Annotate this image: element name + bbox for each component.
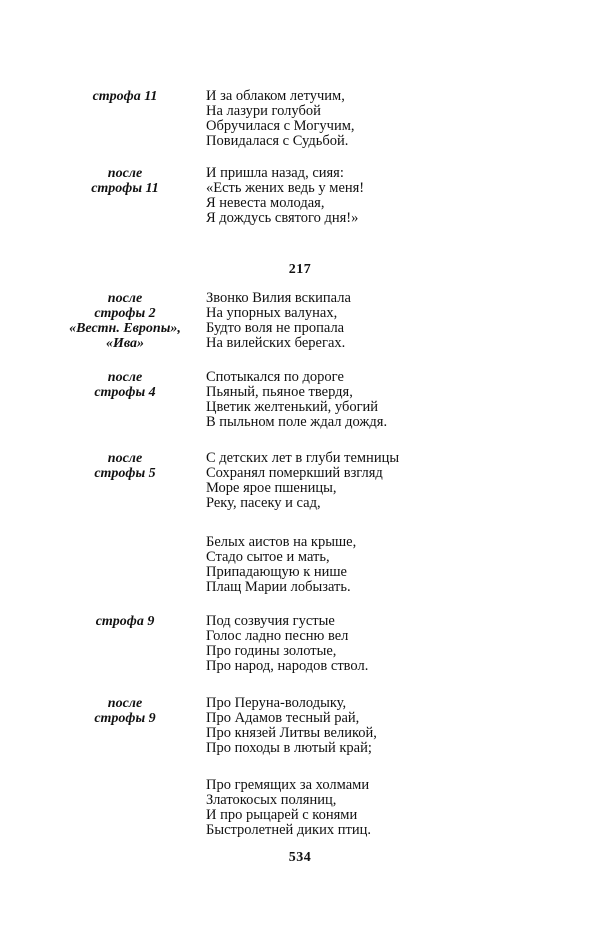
verse-line: Плащ Марии лобызать. — [206, 579, 351, 595]
verse-stanza — [206, 451, 399, 511]
verse-line: Обручилася с Могучим, — [206, 118, 355, 134]
label-line: «Вестн. Европы», — [69, 321, 181, 336]
label-line: после — [107, 696, 143, 711]
label-line: после — [107, 370, 143, 385]
verse-line: И про рыцарей с конями — [206, 807, 358, 823]
variant-label — [60, 89, 190, 104]
verse-stanza — [206, 166, 364, 226]
verse-line: Реку, пасеку и сад, — [206, 495, 321, 511]
label-line: строфы 5 — [94, 466, 156, 481]
verse-stanza — [206, 614, 368, 674]
verse-line: Про годины золотые, — [206, 643, 337, 659]
verse-line: И за облаком летучим, — [206, 88, 345, 104]
label-line: строфы 11 — [91, 181, 159, 196]
verse-line: На лазури голубой — [206, 103, 321, 119]
label-line: после — [107, 291, 143, 306]
label-line: после — [107, 451, 143, 466]
verse-line: На вилейских берегах. — [206, 335, 346, 351]
verse-line: Про походы в лютый край; — [206, 740, 372, 756]
variant-label — [60, 696, 190, 726]
verse-line: Будто воля не пропала — [206, 320, 345, 336]
label-line: после — [107, 166, 143, 181]
verse-line: Стадо сытое и мать, — [206, 549, 330, 565]
variant-label — [60, 291, 190, 351]
variant-label — [60, 166, 190, 196]
label-line: строфы 9 — [94, 711, 156, 726]
label-line: строфа 9 — [95, 614, 155, 629]
verse-stanza — [206, 535, 356, 595]
verse-stanza — [206, 291, 351, 351]
verse-line: Я невеста молодая, — [206, 195, 325, 211]
verse-line: «Есть жених ведь у меня! — [206, 180, 365, 196]
verse-line: Про Перуна-володыку, — [206, 695, 347, 711]
verse-line: Пьяный, пьяное твердя, — [206, 384, 353, 400]
verse-line: Быстролетней диких птиц. — [206, 822, 371, 838]
section-number: 217 — [288, 262, 312, 277]
label-line: «Ива» — [105, 336, 145, 351]
verse-line: Сохранял померкший взгляд — [206, 465, 383, 481]
verse-line: Голос ладно песню вел — [206, 628, 349, 644]
verse-line: Повидалася с Судьбой. — [206, 133, 349, 149]
variant-label — [60, 370, 190, 400]
verse-line: Я дождусь святого дня!» — [206, 210, 359, 226]
verse-stanza — [206, 89, 355, 149]
verse-line: Звонко Вилия вскипала — [206, 290, 351, 306]
page-number: 534 — [288, 850, 312, 865]
verse-line: Златокосых поляниц, — [206, 792, 337, 808]
variant-label — [60, 614, 190, 629]
verse-line: С детских лет в глуби темницы — [206, 450, 400, 466]
verse-line: Белых аистов на крыше, — [206, 534, 357, 550]
verse-stanza — [206, 696, 377, 756]
verse-stanza — [206, 370, 387, 430]
label-line: строфы 2 — [94, 306, 156, 321]
verse-line: Про Адамов тесный рай, — [206, 710, 360, 726]
verse-line: Про гремящих за холмами — [206, 777, 370, 793]
verse-line: На упорных валунах, — [206, 305, 338, 321]
verse-line: Припадающую к нише — [206, 564, 347, 580]
verse-line: Про народ, народов ствол. — [206, 658, 369, 674]
verse-stanza — [206, 778, 371, 838]
variant-label — [60, 451, 190, 481]
label-line: строфы 4 — [94, 385, 156, 400]
verse-line: Под созвучия густые — [206, 613, 335, 629]
verse-line: Цветик желтенький, убогий — [206, 399, 379, 415]
verse-line: В пыльном поле ждал дождя. — [206, 414, 388, 430]
verse-line: Про князей Литвы великой, — [206, 725, 377, 741]
verse-line: Море ярое пшеницы, — [206, 480, 337, 496]
verse-line: И пришла назад, сияя: — [206, 165, 344, 181]
label-line: строфа 11 — [92, 89, 158, 104]
verse-line: Спотыкался по дороге — [206, 369, 344, 385]
